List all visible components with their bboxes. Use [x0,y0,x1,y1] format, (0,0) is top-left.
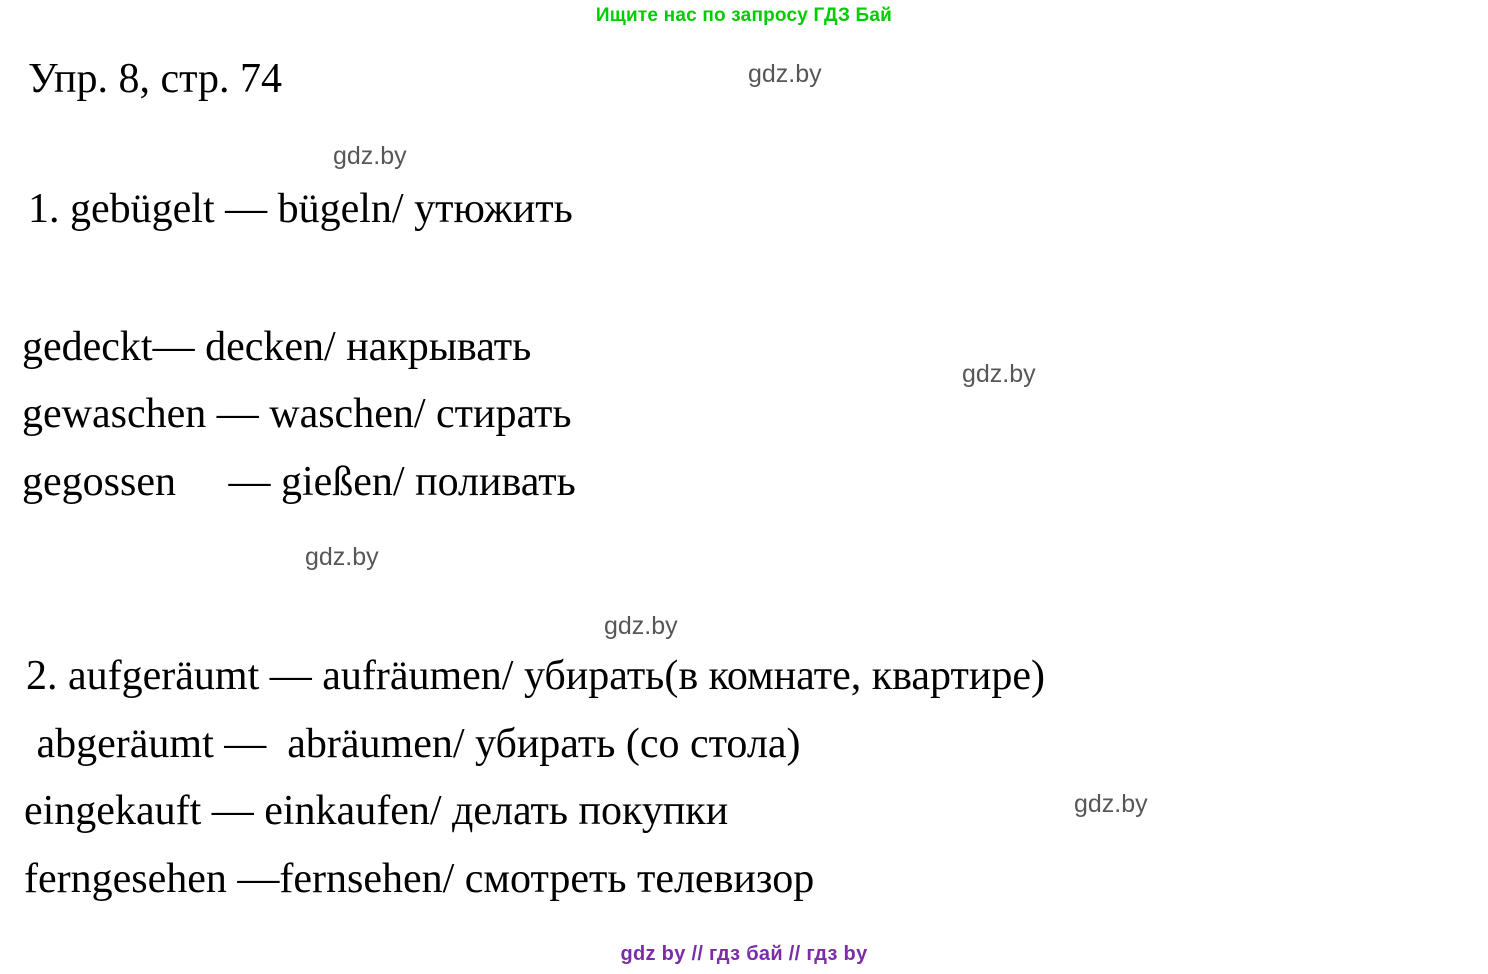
top-promo-banner: Ищите нас по запросу ГДЗ Бай [595,5,893,26]
answer-line-6: abgeräumt — abräumen/ убирать (со стола) [26,721,801,767]
answer-line-7: eingekauft — einkaufen/ делать покупки [24,788,729,834]
watermark: gdz.by [1074,790,1148,818]
answer-line-2: gedeckt— decken/ накрывать [22,324,532,370]
watermark: gdz.by [333,142,407,170]
watermark: gdz.by [748,60,822,88]
answer-line-1: 1. gebügelt — bügeln/ утюжить [28,186,573,232]
watermark: gdz.by [604,612,678,640]
answer-line-8: ferngesehen —fernsehen/ смотреть телевизор [24,856,815,902]
watermark: gdz.by [962,360,1036,388]
answer-line-3: gewaschen — waschen/ стирать [22,391,572,437]
watermark: gdz.by [305,543,379,571]
bottom-promo-banner: gdz by // гдз бай // гдз by [620,943,868,965]
answer-line-5: 2. aufgeräumt — aufräumen/ убирать(в комнате, квартире) [26,653,1045,699]
answer-line-4: gegossen — gießen/ поливать [22,459,576,505]
page-title: Упр. 8, стр. 74 [28,56,283,102]
